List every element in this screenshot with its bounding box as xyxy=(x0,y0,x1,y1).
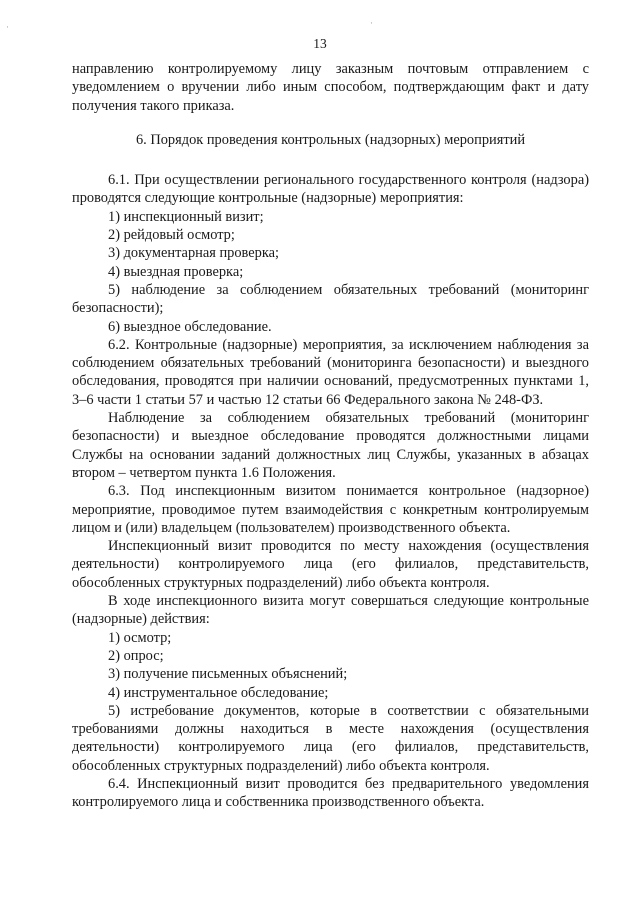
paragraph: 6.3. Под инспекционным визитом понимается контрольное (надзорное) мероприятие, проводимое путем взаимодействия с конкретным контролируемым лицом и (или) владельцем (пользователем) производственного объекта. xyxy=(72,483,589,536)
list-item: 1) осмотр; xyxy=(108,629,172,646)
paragraph: В ходе инспекционного визита могут совершаться следующие контрольные (надзорные) действия: xyxy=(72,593,589,628)
paragraph: Инспекционный визит проводится по месту нахождения (осуществления деятельности) контролируемого лица (его филиалов, представительств, обособленных структурных подразделений) либо объекта контроля. xyxy=(72,538,589,591)
scan-speck: · xyxy=(370,18,373,28)
page-number: 13 xyxy=(313,36,327,51)
paragraph: 6.2. Контрольные (надзорные) мероприятия, за исключением наблюдения за соблюдением обязательных требований (мониторинга безопасности) и выездного обследования, проводятся при наличии оснований, предусмотренных пунктами 1, 3–6 части 1 статьи 57 и частью 12 статьи 66 Федерального закона № 248-ФЗ. xyxy=(72,336,589,408)
list-item: 6) выездное обследование. xyxy=(108,318,272,335)
list-item: 3) получение письменных объяснений; xyxy=(108,666,348,683)
list-item: 2) опрос; xyxy=(108,647,164,664)
scan-speck: · xyxy=(6,22,9,32)
paragraph: 6.4. Инспекционный визит проводится без предварительного уведомления контролируемого лица и собственника производственного объекта. xyxy=(72,775,589,811)
section-heading: 6. Порядок проведения контрольных (надзорных) мероприятий xyxy=(135,131,526,148)
list-item: 1) инспекционный визит; xyxy=(108,208,264,225)
list-item: 5) истребование документов, которые в соответствии с обязательными требованиями должны находиться в месте нахождения (осуществления деятельности) контролируемого лица (его филиалов, представительств, обособленных структурных подразделений) либо объекта контроля. xyxy=(72,702,589,774)
list-item: 4) выездная проверка; xyxy=(108,263,244,280)
intro-paragraph: направлению контролируемому лицу заказным почтовым отправлением с уведомлением о вручении либо иным способом, подтверждающим факт и дату получения такого приказа. xyxy=(72,61,589,114)
document-body xyxy=(72,60,589,812)
list-item: 3) документарная проверка; xyxy=(108,245,279,262)
paragraph: Наблюдение за соблюдением обязательных требований (мониторинг безопасности) и выездное обследование проводятся должностными лицами Службы на основании заданий должностных лиц Службы, указанных в абзацах втором – четвертом пункта 1.6 Положения. xyxy=(72,410,589,481)
list-item: 2) рейдовый осмотр; xyxy=(108,227,235,244)
list-item: 4) инструментальное обследование; xyxy=(108,684,329,701)
list-item: 5) наблюдение за соблюдением обязательных требований (мониторинг безопасности); xyxy=(72,281,589,317)
paragraph: 6.1. При осуществлении регионального государственного контроля (надзора) проводятся следующие контрольные (надзорные) мероприятия: xyxy=(72,172,589,207)
